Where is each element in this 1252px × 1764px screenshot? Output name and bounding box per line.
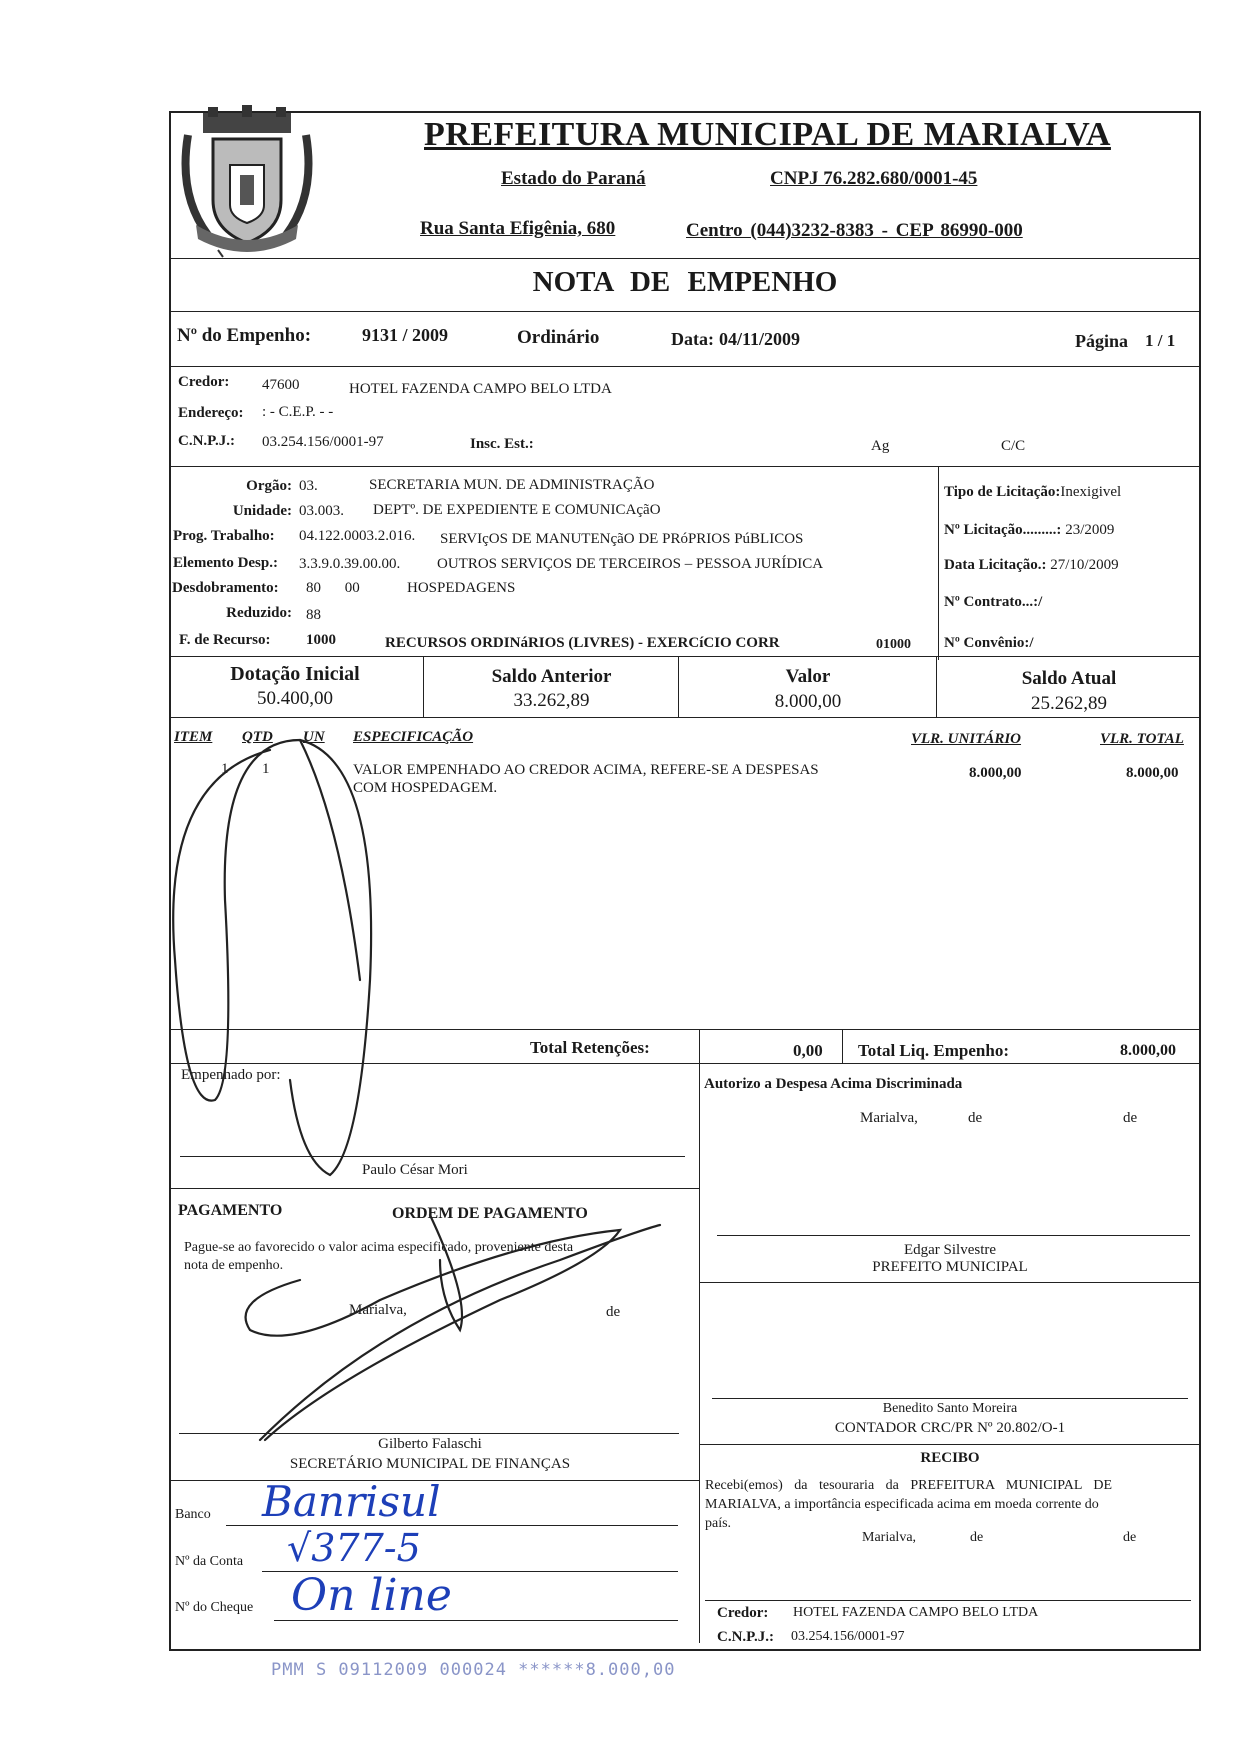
data-licitacao (944, 557, 1119, 574)
item-qtd: 1 (262, 761, 270, 777)
elemento-label: Elemento Desp.: (173, 555, 278, 571)
credor-label: Credor: (178, 374, 230, 390)
divider (678, 656, 679, 717)
divider (169, 311, 1201, 312)
reduzido-label: Reduzido: (226, 605, 292, 621)
empenho-date: 04/11/2009 (719, 329, 801, 349)
header-cnpj: CNPJ 76.282.680/0001-45 (770, 168, 978, 189)
divider (699, 1282, 1201, 1283)
empenhado-label: Empenhado por: (181, 1067, 281, 1083)
banco-label: Banco (175, 1507, 211, 1522)
cnpj-value: 03.254.156/0001-97 (262, 434, 384, 450)
cnpj-label: C.N.P.J.: (178, 433, 235, 449)
orgao-code: 03. (299, 478, 318, 494)
divider (842, 1029, 843, 1063)
recibo-place: Marialva, (862, 1530, 917, 1545)
cheque-label: Nº do Cheque (175, 1600, 254, 1615)
dotacao-label: Dotação Inicial (230, 663, 360, 685)
divider (169, 366, 1201, 367)
signature-line (712, 1398, 1188, 1399)
recibo-cnpj-value: 03.254.156/0001-97 (791, 1629, 905, 1644)
empenho-type: Ordinário (517, 327, 600, 348)
item-number: 1 (221, 761, 229, 777)
col-header-un: UN (303, 729, 325, 745)
conta-label: Nº da Conta (175, 1554, 244, 1569)
gilberto-name: Gilberto Falaschi (378, 1436, 482, 1452)
liq-empenho-value: 8.000,00 (1120, 1042, 1176, 1059)
item-vlr-unitario: 8.000,00 (969, 765, 1022, 781)
divider (169, 258, 1201, 259)
divider (936, 656, 937, 717)
autorizo-de2: de (1123, 1110, 1138, 1126)
recibo-credor-label: Credor: (717, 1605, 769, 1621)
contador-name: Benedito Santo Moreira (882, 1401, 1018, 1416)
data-licitacao-label: Data Licitação.: (944, 557, 1047, 573)
divider (169, 466, 1201, 467)
autorizo-title: Autorizo a Despesa Acima Discriminada (704, 1076, 963, 1092)
unidade-name: DEPTº. DE EXPEDIENTE E COMUNICAçãO (373, 502, 661, 518)
header-contact: Centro (044)3232-8383 - CEP 86990-000 (686, 220, 1023, 241)
credor-name: HOTEL FAZENDA CAMPO BELO LTDA (349, 381, 612, 397)
prog-label: Prog. Trabalho: (173, 528, 275, 544)
recibo-text-line2: MARIALVA, a importância especificada acima em moeda corrente do (705, 1497, 1099, 1512)
gilberto-role: SECRETÁRIO MUNICIPAL DE FINANÇAS (289, 1456, 571, 1472)
page-label: Página (1075, 331, 1129, 351)
divider (169, 717, 1201, 718)
empenho-number-label: Nº do Empenho: (177, 325, 312, 346)
numero-licitacao-label: Nº Licitação.........: (944, 522, 1062, 538)
elemento-code: 3.3.9.0.39.00.00. (299, 556, 401, 572)
retencoes-value: 0,00 (793, 1041, 823, 1060)
cheque-value: On line (291, 1570, 452, 1621)
pagamento-text-line2: nota de empenho. (184, 1258, 284, 1273)
prefeito-role: PREFEITO MUNICIPAL (872, 1259, 1028, 1275)
recibo-text-line1: Recebi(emos) da tesouraria da PREFEITURA MUNICIPAL DE (705, 1478, 1113, 1493)
item-especificacao-line2: COM HOSPEDAGEM. (353, 780, 498, 796)
contrato-label: Nº Contrato...:/ (944, 594, 1043, 610)
divider (423, 656, 424, 717)
prefeito-name: Edgar Silvestre (903, 1242, 997, 1258)
signature-line (705, 1600, 1191, 1601)
divider (169, 656, 1201, 657)
divider (938, 466, 939, 660)
insc-est-label: Insc. Est.: (470, 436, 534, 452)
empenhado-name: Paulo César Mori (362, 1162, 468, 1178)
cash-register-stamp: PMM S 09112009 000024 ******8.000,00 (271, 1660, 676, 1680)
reduzido-value: 88 (306, 607, 321, 623)
recibo-text-line3: país. (705, 1516, 732, 1531)
pagamento-place: Marialva, (349, 1302, 407, 1318)
recurso-name: RECURSOS ORDINáRIOS (LIVRES) - EXERCíCIO CORR (385, 635, 780, 651)
doc-title: NOTA DE EMPENHO (532, 266, 838, 298)
header-address: Rua Santa Efigênia, 680 (420, 218, 616, 239)
col-header-vlr-total: VLR. TOTAL (1100, 731, 1184, 747)
saldo-atual-value: 25.262,89 (1031, 693, 1107, 714)
divider (169, 1063, 1201, 1064)
col-header-vlr-unitario: VLR. UNITÁRIO (911, 731, 1022, 747)
liq-empenho-label: Total Liq. Empenho: (858, 1041, 1009, 1060)
unidade-code: 03.003. (299, 503, 344, 519)
tipo-licitacao (944, 484, 1121, 501)
prog-code: 04.122.0003.2.016. (299, 528, 416, 544)
divider (169, 1029, 1201, 1030)
prog-name: SERVIçOS DE MANUTENçãO DE PRóPRIOS PúBLICOS (440, 531, 804, 547)
autorizo-de1: de (968, 1110, 983, 1126)
page-number: 1 / 1 (1145, 331, 1176, 350)
contador-role: CONTADOR CRC/PR Nº 20.802/O-1 (834, 1420, 1066, 1436)
recibo-credor-value: HOTEL FAZENDA CAMPO BELO LTDA (793, 1605, 1039, 1620)
tipo-licitacao-label: Tipo de Licitação: (944, 484, 1061, 500)
recibo-de1: de (970, 1530, 984, 1545)
valor-value: 8.000,00 (774, 691, 842, 712)
recurso-label: F. de Recurso: (179, 632, 271, 648)
retencoes-label: Total Retenções: (530, 1038, 650, 1057)
convenio-label: Nº Convênio:/ (944, 635, 1034, 651)
ordem-title: ORDEM DE PAGAMENTO (392, 1205, 588, 1222)
item-especificacao-line1: VALOR EMPENHADO AO CREDOR ACIMA, REFERE-SE A DESPESAS (353, 762, 819, 778)
divider (699, 1444, 1201, 1445)
credor-code: 47600 (262, 377, 300, 393)
numero-licitacao-value: 23/2009 (1065, 522, 1115, 538)
signature-line (717, 1235, 1190, 1236)
orgao-name: SECRETARIA MUN. DE ADMINISTRAÇÃO (369, 477, 655, 493)
conta-value: √377-5 (287, 1526, 421, 1570)
recibo-cnpj-label: C.N.P.J.: (717, 1629, 774, 1645)
desdobramento-name: HOSPEDAGENS (407, 580, 516, 596)
endereco-label: Endereço: (178, 405, 244, 421)
elemento-name: OUTROS SERVIÇOS DE TERCEIROS – PESSOA JURÍDICA (437, 556, 824, 572)
recibo-de2: de (1123, 1530, 1137, 1545)
desdobramento-code: 80 00 (306, 580, 360, 596)
coat-of-arms-icon (178, 105, 316, 260)
divider (699, 1029, 700, 1643)
unidade-label: Unidade: (232, 503, 292, 519)
col-header-qtd: QTD (242, 729, 273, 745)
desdobramento-label: Desdobramento: (172, 580, 279, 596)
empenho-date-label: Data: (671, 329, 714, 349)
header-title: PREFEITURA MUNICIPAL DE MARIALVA (424, 116, 1111, 153)
saldo-atual-label: Saldo Atual (1021, 668, 1117, 689)
tipo-licitacao-value: Inexigivel (1060, 484, 1122, 500)
cc-label: C/C (1001, 438, 1026, 454)
banco-value: Banrisul (262, 1477, 441, 1526)
autorizo-place: Marialva, (860, 1110, 918, 1126)
saldo-anterior-label: Saldo Anterior (491, 666, 612, 687)
header-state: Estado do Paraná (501, 168, 646, 189)
valor-label: Valor (785, 666, 831, 687)
endereco-value: : - C.E.P. - - (262, 404, 334, 420)
pagamento-de: de (606, 1304, 621, 1320)
data-licitacao-value: 27/10/2009 (1050, 557, 1119, 573)
col-header-item: ITEM (174, 729, 213, 745)
recibo-title: RECIBO (920, 1450, 980, 1466)
saldo-anterior-value: 33.262,89 (513, 690, 590, 711)
col-header-especificacao: ESPECIFICAÇÃO (353, 729, 474, 745)
orgao-label: Orgão: (246, 478, 292, 494)
signature-line (179, 1433, 679, 1434)
item-vlr-total: 8.000,00 (1126, 765, 1179, 781)
dotacao-value: 50.400,00 (257, 688, 333, 709)
recurso-code: 1000 (306, 632, 336, 648)
recurso-extra: 01000 (876, 637, 911, 652)
ag-label: Ag (871, 438, 890, 454)
empenho-number: 9131 / 2009 (362, 325, 449, 345)
pagamento-title: PAGAMENTO (178, 1202, 283, 1219)
numero-licitacao (944, 522, 1114, 539)
signature-line (180, 1156, 685, 1157)
pagamento-text-line1: Pague-se ao favorecido o valor acima especificado, proveniente desta (184, 1240, 574, 1255)
divider (169, 1188, 699, 1189)
